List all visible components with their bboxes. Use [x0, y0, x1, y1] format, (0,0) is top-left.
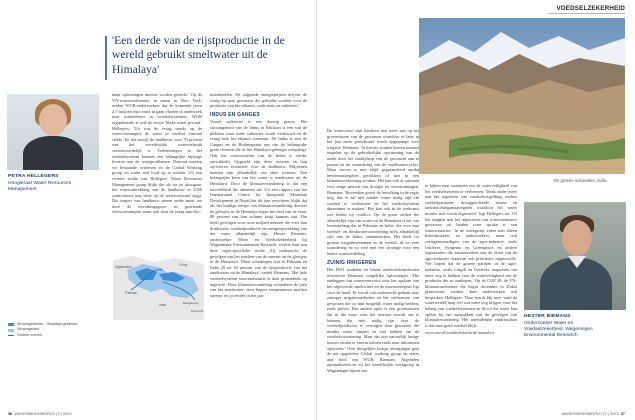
issue-number: | 2 | 2023: [602, 412, 619, 416]
article-column-3: [327, 128, 419, 400]
person-role-right-1: Onderzoeker Water en: [524, 321, 574, 326]
portrait-hester-biemans: [524, 202, 626, 310]
magazine-name: WAGENINGENWORLD: [14, 412, 55, 416]
himalaya-map: [113, 250, 204, 320]
magazine-name: WAGENINGENWORLD: [561, 412, 602, 416]
legend-label: Stroomgebieden - Himalaya-gebieden: [17, 322, 78, 326]
quote-bar: [105, 36, 107, 80]
legend-label: Grotere rivieren: [17, 332, 42, 337]
section-tag: VOEDSELZEKERHEID: [556, 5, 625, 12]
person-role-right-2: Voedselzekerheid, Wageningen: [524, 327, 593, 332]
page-number: 36: [8, 412, 13, 416]
person-name-right: HESTER BIEMANS: [524, 314, 571, 319]
paragraph: maar oplossingen moeten worden gezocht.' Op de VN-waterconferentie, in maart in New York, zeiden WUR-onderzoekers dat de komende jaren 2,7 miljoen euro extra in gaan vloeien in onderzoek naar waterbeheer in voedselsystemen, WUR organiseerde er ook de sessie 'Make water pivotal'. Hellegers: 'Uit was de vraag steeds op de waterconsumptie de water in voedsel centraal stelde. En dat terwijl de landbouw voor 70 procent van het wereldwijde waterverbruik verantwoordelijk is. Verbeteringen in het voedselsysteem kunnen een belangrijke bijdrage leveren aan de waterproblemen. Daarom moeten we bestaande systemen en de Global Working group on water and food op te richten. Uit een recente studie van Hellegers' Water Resources Management group blijkt dat als we zo doorgaan, het wateronttrekking van de landbouw in 2050 ruimschoots nog sterk op de watervoorraad stijgt. Die impact van landbouw neemt onder meer toe door de bevolkingsgroei en groeiende vleesconsumptie, maar ook door de vraag naar bio-: [112, 92, 202, 215]
paragraph: De watercurve sluit hierdoor niet meer aan op het groeiseizoen van de gewassen waardoor er later in het jaar meer grondwater wordt opgepompt voor irrigatie. Biemans: 'In theorie zouden boeren kunnen inspelen op de gebruikelijke opwarming van de aarde door het zaaitijdstip van de gewassen aan te passen en de verandering van de smeltwatercyclus. Maar succes is niet altijd gegarandeerd omdat nevenmaatregelen getrokken of niet in een klimaatvoorkoming worden. Het kan ook al ontstaan voor enige periode van droogte en overstromingen. Biemans: 'Bovendien groeit de bevolking in de regio nog, dus er zal niet minder water nodig zijn om voedsel te verbouwen en het voedselsysteem duurzamer te maken.' Het kan ook in de toekomst wel leiden tot conflict. Op de grote steden die afhankelijk zijn van water uit de Himalaya is het van levensbelang dat in Pakistan en India, die voor hun voedsel- en drinkwatervoorziening sterk afhankelijk zijn van de Indus, samenwerken. Het heeft tot grotere irrigatiesystemen in de wereld, de zo zeer waardering en zo veel met een strategie voor een betere waterverdeling.': [327, 128, 419, 257]
person-role-left-2: Management: [8, 187, 37, 192]
article-column-1: [112, 92, 202, 242]
paragraph: Vooral suikerriet is een dorstig gewas. Het stroomgebied van de Indus in Pakistan is een van de plekken waar meer suikerriet wordt verbouwd en de vraag naar bio-ethanol toeneemt. De Indus is met de Ganges en de Brahmaputra een van de belangrijke grote rivieren die in het Himalaya-gebergte ontspringt. Ook het watersysteem van de Indus is verder ontwikkeld. Opgeteld zijn deze rivieren en hun zijrivieren essentieel voor de landbouw. Miljoenen mensen zijn afhankelijk van deze rivieren. Een belangrijke bron van het water is smeltwater uit de Himalaya. Door de klimaatverandering is dat een hoeveelheid die afnemen zal. Uit een rapport van het International Centre for Integrated Mountain Development in Nepal dat dit jaar verscheen, blijkt dat als het huidige tempo van klimaatverandering doorzet de gletsjers in de Himalaya tegen het eind van de eeuw 80 procent van hun volume kwijt kunnen zijn. Dat heeft gevolgen voor twee miljard mensen die voor hun drinkwater, voedselproductie en energieopwekking van dat water afhankelijk zijn. Hester Biemans, onderzoeker Water en Voedselzekerheid bij Wageningen Environmental Research, werkte mee aan deze regio-specifieke studie. Zij onderzocht de gevolgen van het smelten van de sneeuw en de gletsjers in de Himalaya. 'Maar schattingen zijn in Pakistan en India 20 tot 40 procent van de rijstproductie van het smeltwater uit de Himalaya', vertelt Biemans. 'Het hele voedselsysteem stroomafwaarts is daar grotendeels op ingericht. Door klimaatverandering veranderen de piek van het smeltwater: door hogere temperaturen smelten sneeuw en ijs eerder in het jaar.': [210, 119, 307, 298]
person-name-left: PETRA HELLEGERS: [8, 174, 59, 179]
page-number: 37: [620, 412, 625, 416]
map-label-pakistan: Pakistan: [125, 291, 138, 295]
legend-label: Stroomgebied: [17, 327, 40, 332]
legend-swatch: [8, 329, 14, 332]
article-column-2: [210, 92, 307, 398]
map-label-myanmar: Myanmar: [191, 309, 204, 313]
paragraph: brandstoffen. De stijgende energieprijzen drijven de vraag op naar gewassen die gebruikt worden voor de productie van bio-ethanol, zoals maïs en suikerriet.': [210, 92, 307, 109]
person-role-left-1: Hoogleraar Water Resources: [8, 181, 72, 186]
pull-quote: [112, 34, 317, 77]
map-label-india: India: [159, 303, 166, 307]
paragraph: te kijken naar manieren om de waterveiligheid van het voedselsysteem te verbeteren. 'Denk onder meer aan het reguleren van voedselverspilling, andere voedselpatronen, drooggetoleerde rassen en landinrichtingsmaatregelen waardoor het water minder snel wordt afgevoerd', legt Hellegers uit. 'Of het stoppen met het importeren van waterintensieve gewassen uit landen waar sprake is van waterschaarste.' In de werkgroep zitten niet alleen beleidsmakers en onderzoekers, maar ook vertegenwoordigers van de agro-industrie, zoals Unilever, Syngenta en Greenpeace en andere organisaties die samenwerken aan de eisen van de agro-industrie waarvan ook prioritaire impactvolle. 'We hopen dat de groene partijen in de agro-industrie, zoals Cargill en Unilever, inspireren om meer oog te hebben voor de waterveiligheid van de productie die ze aankopen.' Op de COP 28, de VN-klimaatconferentie die begin december in Dubai plaatsvindt, werden deze onderwerpen ook besproken. Hellegers: 'Daar ben ik blij mee, want de waterwereld mag wel wat meer oog krijgen voor het belang van voedselsystemen en de rol die water kan spelen bij het aanpakken van de gevolgen van klimaatverandering. Het uiteindelijke eindresultaat is dat men goed voedsel blijft.': [425, 183, 517, 328]
map-label-bangladesh: Bangladesh: [183, 301, 199, 305]
right-page: [318, 0, 635, 420]
photo-caption: De groene Indusvallei, India.: [554, 178, 608, 183]
map-label-china: China: [179, 263, 188, 267]
photo-indus-valley: [419, 18, 625, 174]
subheading-indus-ganges: INDUS EN GANGES: [210, 111, 260, 118]
left-page: [0, 0, 317, 420]
person-role-right-3: Environmental Research: [524, 333, 578, 338]
article-link[interactable]: www.wur.nl/voedselzekerheid-waardoor: [425, 330, 495, 336]
pull-quote-text: 'Een derde van de rijstproductie in de wereld gebruikt smeltwater uit de Himalaya': [112, 34, 285, 76]
issue-number: | 2 | 2023: [55, 412, 72, 416]
footer-right: [562, 412, 626, 416]
article-column-4: [425, 183, 517, 393]
map-legend: [8, 322, 104, 338]
footer-left: [8, 412, 72, 416]
legend-swatch: [8, 335, 14, 336]
paragraph: Het IWO studeren en lokale onderzoeksinstituten investeren Biemans mogelijke oplossingen. 'Het aanleggen van waterreservoirs voor het opslaan van het afgevoerde smeltwater en de moessonregens ligt voor de hand. Er wordt ook onderzocht gedaan naar zuiniger irrigatiemethoden en het verbouwen van gewassen die zo min mogelijk water nodig hebben, zoals pulses. Een andere optie is een groeiseizoen dat in die mate vóór het seizoen vervalt om te kunnen, dat niet nodig zijn voor de voedselproductie, te verruigen door gewassen die minder water sluipen en wel hebben om de voedselvoorziening. Maar dat zijn natuurlijk lastige keuzes omdat er enorm katoen raakt naar inkomsten ophevens.' Over diergelijke lastige afwegingen gaat de net opgerichte Global working group on water and food van WUR. Biemans: Algehelen optimaliseren en zij het wereldwijde werkgroep in Wageningen bijeen om: [327, 267, 419, 373]
subheading-zuinig-irrigeren: ZUINIG IRRIGEREN: [327, 259, 377, 266]
section-rule: [548, 13, 625, 14]
legend-row: [8, 333, 104, 338]
legend-swatch: [8, 323, 14, 326]
map-label-afghanistan: Afghanistan: [115, 265, 132, 269]
portrait-petra-hellegers: [7, 94, 99, 170]
